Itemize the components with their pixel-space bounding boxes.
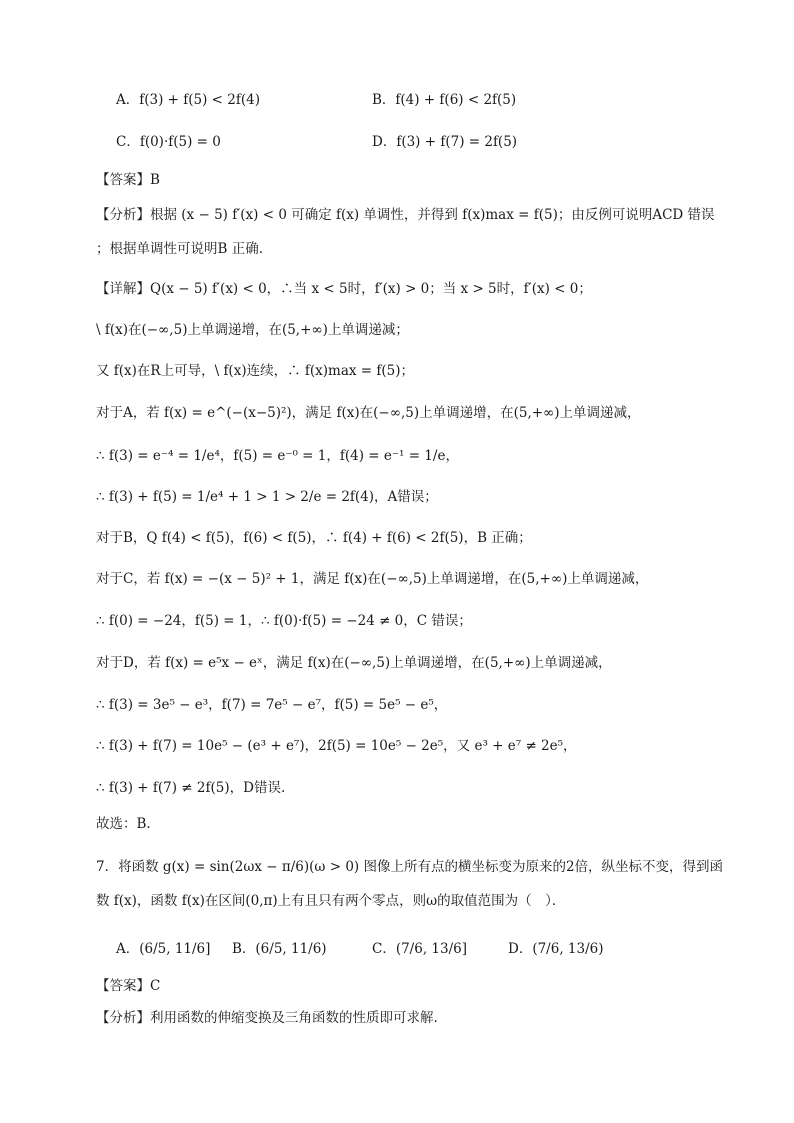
detail-line: ∴ f(3) = 3e⁵ − e³，f(7) = 7e⁵ − e⁷，f(5) = 5e⁵ − e⁵， bbox=[96, 697, 448, 713]
detail-line: ∴ f(0) = −24，f(5) = 1，∴ f(0)·f(5) = −24 ≠ 0，C 错误； bbox=[96, 613, 472, 629]
detail-line: 对于A，若 f(x) = e^(−(x−5)²)，满足 f(x)在(−∞,5)上单调递增，在(5,+∞)上单调递减， bbox=[96, 405, 641, 421]
detail-line: 对于B，Q f(4) < f(5)，f(6) < f(5)，∴ f(4) + f(6) < 2f(5)，B 正确； bbox=[96, 530, 532, 546]
q6-option-d: D．f(3) + f(7) = 2f(5) bbox=[372, 134, 518, 150]
detail-line: 又 f(x)在R上可导，\ f(x)连续，∴ f(x)max = f(5)； bbox=[96, 363, 414, 379]
q7-option-d: D．(7/6, 13/6) bbox=[508, 941, 604, 957]
q6-option-c: C．f(0)·f(5) = 0 bbox=[116, 134, 221, 150]
detail-line: 【详解】Q(x − 5) f′(x) < 0，∴当 x < 5时，f′(x) > 0；当 x > 5时，f′(x) < 0； bbox=[96, 281, 592, 297]
q7-analysis: 【分析】利用函数的伸缩变换及三角函数的性质即可求解. bbox=[96, 1010, 438, 1026]
q6-option-a: A．f(3) + f(5) < 2f(4) bbox=[116, 92, 260, 108]
q7-answer: 【答案】C bbox=[96, 978, 161, 994]
detail-line: 对于D，若 f(x) = e⁵x − eˣ，满足 f(x)在(−∞,5)上单调递增，在(5,+∞)上单调递减， bbox=[96, 655, 612, 671]
q6-analysis-line-2: ；根据单调性可说明B 正确. bbox=[96, 241, 264, 257]
q7-stem-line-1: 7．将函数 g(x) = sin(2ωx − π/6)(ω > 0) 图像上所有点的横坐标变为原来的2倍，纵坐标不变，得到函 bbox=[96, 859, 724, 875]
q6-analysis-line-1: 【分析】根据 (x − 5) f′(x) < 0 可确定 f(x) 单调性，并得到 f(x)max = f(5)；由反例可说明ACD 错误 bbox=[96, 207, 715, 223]
q6-answer: 【答案】B bbox=[96, 172, 160, 188]
detail-line: ∴ f(3) = e⁻⁴ = 1/e⁴，f(5) = e⁻⁰ = 1，f(4) = e⁻¹ = 1/e， bbox=[96, 448, 459, 464]
detail-line: 故选：B. bbox=[96, 816, 151, 832]
q7-option-a: A．(6/5, 11/6] bbox=[116, 941, 211, 957]
q7-stem-line-2: 数 f(x)，函数 f(x)在区间(0,π)上有且只有两个零点，则ω的取值范围为（ ）． bbox=[96, 893, 566, 909]
detail-line: ∴ f(3) + f(7) ≠ 2f(5)，D错误. bbox=[96, 780, 286, 796]
detail-line: 对于C，若 f(x) = −(x − 5)² + 1，满足 f(x)在(−∞,5)上单调递增，在(5,+∞)上单调递减， bbox=[96, 571, 649, 587]
q6-option-b: B．f(4) + f(6) < 2f(5) bbox=[372, 92, 517, 108]
q7-option-b: B．(6/5, 11/6) bbox=[232, 941, 327, 957]
detail-line: ∴ f(3) + f(7) = 10e⁵ − (e³ + e⁷)，2f(5) = 10e⁵ − 2e⁵，又 e³ + e⁷ ≠ 2e⁵， bbox=[96, 738, 577, 754]
detail-line: \ f(x)在(−∞,5)上单调递增，在(5,+∞)上单调递减； bbox=[96, 322, 409, 338]
detail-line: ∴ f(3) + f(5) = 1/e⁴ + 1 > 1 > 2/e = 2f(4)，A错误； bbox=[96, 489, 438, 505]
q7-option-c: C．(7/6, 13/6] bbox=[372, 941, 467, 957]
